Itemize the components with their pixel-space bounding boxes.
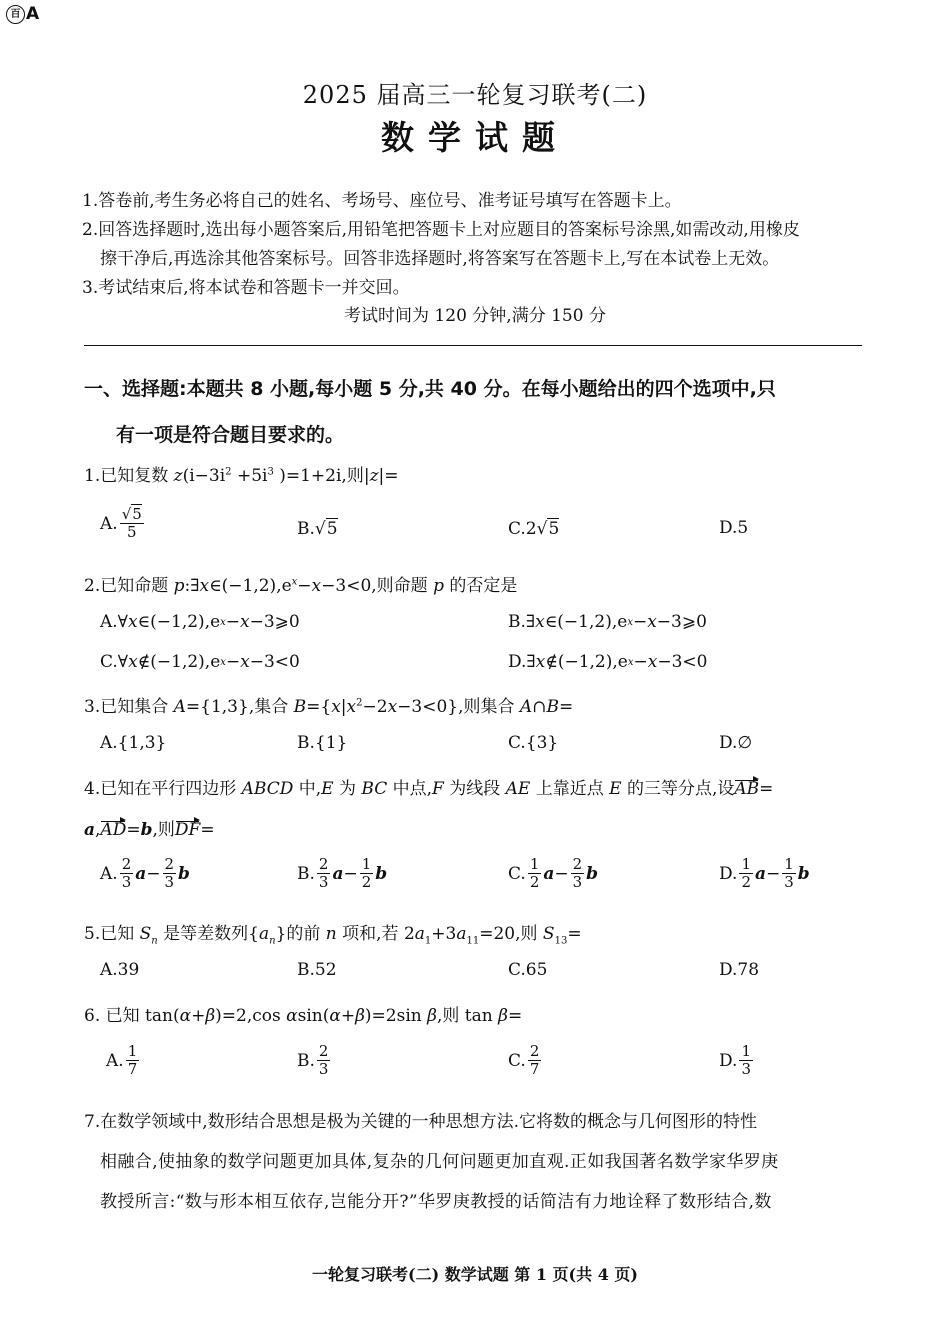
question-6-option-d[interactable]: D. $\frac{1}{3}$ [719, 1042, 751, 1078]
page-footer: 一轮复习联考(二) 数学试题 第 1 页(共 4 页) [312, 1265, 638, 1284]
question-4-stem: 4.已知在平行四边形 ABCD 中,E 为 BC 中点,F 为线段 AE 上靠近点 E 的三等分点,设AB= [84, 779, 774, 799]
question-4-stem-cont: a,AD=b,则DF= [84, 820, 215, 840]
question-3-stem: 3.已知集合 A={1,3},集合 $B=\{x|x^2-2x-3<0\}$,则集合 A∩B= [84, 697, 574, 717]
logo-badge: 百 [6, 5, 25, 24]
question-7-line-1: 7.在数学领域中,数形结合思想是极为关键的一种思想方法.它将数的概念与几何图形的特性 [84, 1112, 758, 1132]
section-heading-cont: 有一项是符合题目要求的。 [116, 424, 345, 446]
question-5-option-d[interactable]: D.78 [719, 960, 760, 980]
question-5-option-a[interactable]: A.39 [100, 960, 140, 980]
question-5-stem: 5.已知 $S_n$ 是等差数列$\{a_n\}$的前 n 项和,若 $2a_1+3a_{11}=20$,则 $S_{13}=$ [84, 924, 582, 947]
question-3-option-b[interactable]: B.{1} [297, 733, 348, 753]
question-6-option-c[interactable]: C. $\frac{2}{7}$ [508, 1042, 540, 1078]
question-3-option-c[interactable]: C.{3} [508, 733, 559, 753]
question-4-option-a[interactable]: A. $\frac{2}{3}$ a − $\frac{2}{3}$ b [100, 855, 190, 891]
instruction-1: 1.答卷前,考生务必将自己的姓名、考场号、座位号、准考证号填写在答题卡上。 [82, 191, 682, 211]
question-7-line-2: 相融合,使抽象的数学问题更加具体,复杂的几何问题更加直观.正如我国著名数学家华罗庚 [100, 1152, 779, 1172]
question-1-option-d[interactable]: D.5 [719, 518, 749, 538]
exam-title: 2025 届高三一轮复习联考(二) [302, 81, 648, 109]
question-4-option-b[interactable]: B. $\frac{2}{3}$ a − $\frac{1}{2}$ b [297, 855, 388, 891]
question-2-option-c[interactable]: C.∀ x ∉(−1,2),e x − x −3<0 [100, 652, 300, 672]
divider [84, 345, 862, 346]
question-1-stem [84, 461, 399, 486]
question-3-option-d[interactable]: D.∅ [719, 733, 753, 753]
instruction-2: 2.回答选择题时,选出每小题答案后,用铅笔把答题卡上对应题目的答案标号涂黑,如需改动,用橡皮 [82, 220, 800, 240]
question-2-stem: 2.已知命题 $p:\exists x\in(-1,2),e^x-x-3<0$,则命题 p 的否定是 [84, 576, 518, 596]
q1-text: 1.已知复数 $z(i-3i^2 +5i^3$ )=1+2i,则|z|= [84, 466, 399, 486]
question-3-option-a[interactable]: A.{1,3} [100, 733, 167, 753]
question-2-option-d[interactable]: D.∃ x ∉(−1,2),e x − x −3<0 [508, 652, 708, 672]
question-2-option-b[interactable]: B.∃ x ∈(−1,2),e x − x −3⩾0 [508, 612, 707, 632]
instruction-3: 3.考试结束后,将本试卷和答题卡一并交回。 [82, 278, 410, 298]
question-1-option-c[interactable]: C.2√ 5 [508, 518, 560, 539]
logo-letter: A [26, 4, 40, 24]
question-6-option-a[interactable]: A. $\frac{1}{7}$ [106, 1042, 138, 1078]
publisher-logo [6, 4, 39, 24]
question-5-option-b[interactable]: B.52 [297, 960, 337, 980]
question-6-option-b[interactable]: B. $\frac{2}{3}$ [297, 1042, 329, 1078]
subject-title: 数学试题 [381, 118, 569, 157]
question-5-option-c[interactable]: C.65 [508, 960, 548, 980]
instruction-2-cont: 擦干净后,再选涂其他答案标号。回答非选择题时,将答案写在答题卡上,写在本试卷上无效。 [100, 249, 780, 269]
question-4-option-c[interactable]: C. $\frac{1}{2}$ a − $\frac{2}{3}$ b [508, 855, 599, 891]
question-1-option-a[interactable]: A. $\frac{√5}{5}$ [100, 505, 142, 541]
question-6-stem: 6. 已知 tan(α+β)=2,cos αsin(α+β)=2sin β,则 tan β= [84, 1006, 523, 1026]
question-1-option-b[interactable]: B.√ 5 [297, 518, 338, 539]
section-heading: 一、选择题:本题共 8 小题,每小题 5 分,共 40 分。在每小题给出的四个选项中,只 [84, 378, 776, 400]
question-2-option-a[interactable]: A.∀ x ∈(−1,2),e x − x −3⩾0 [100, 612, 300, 632]
exam-time: 考试时间为 120 分钟,满分 150 分 [344, 306, 606, 326]
question-4-option-d[interactable]: D. $\frac{1}{2}$ a − $\frac{1}{3}$ b [719, 855, 810, 891]
question-7-line-3: 教授所言:“数与形本相互依存,岂能分开?”华罗庚教授的话简洁有力地诠释了数形结合,数 [100, 1192, 772, 1212]
